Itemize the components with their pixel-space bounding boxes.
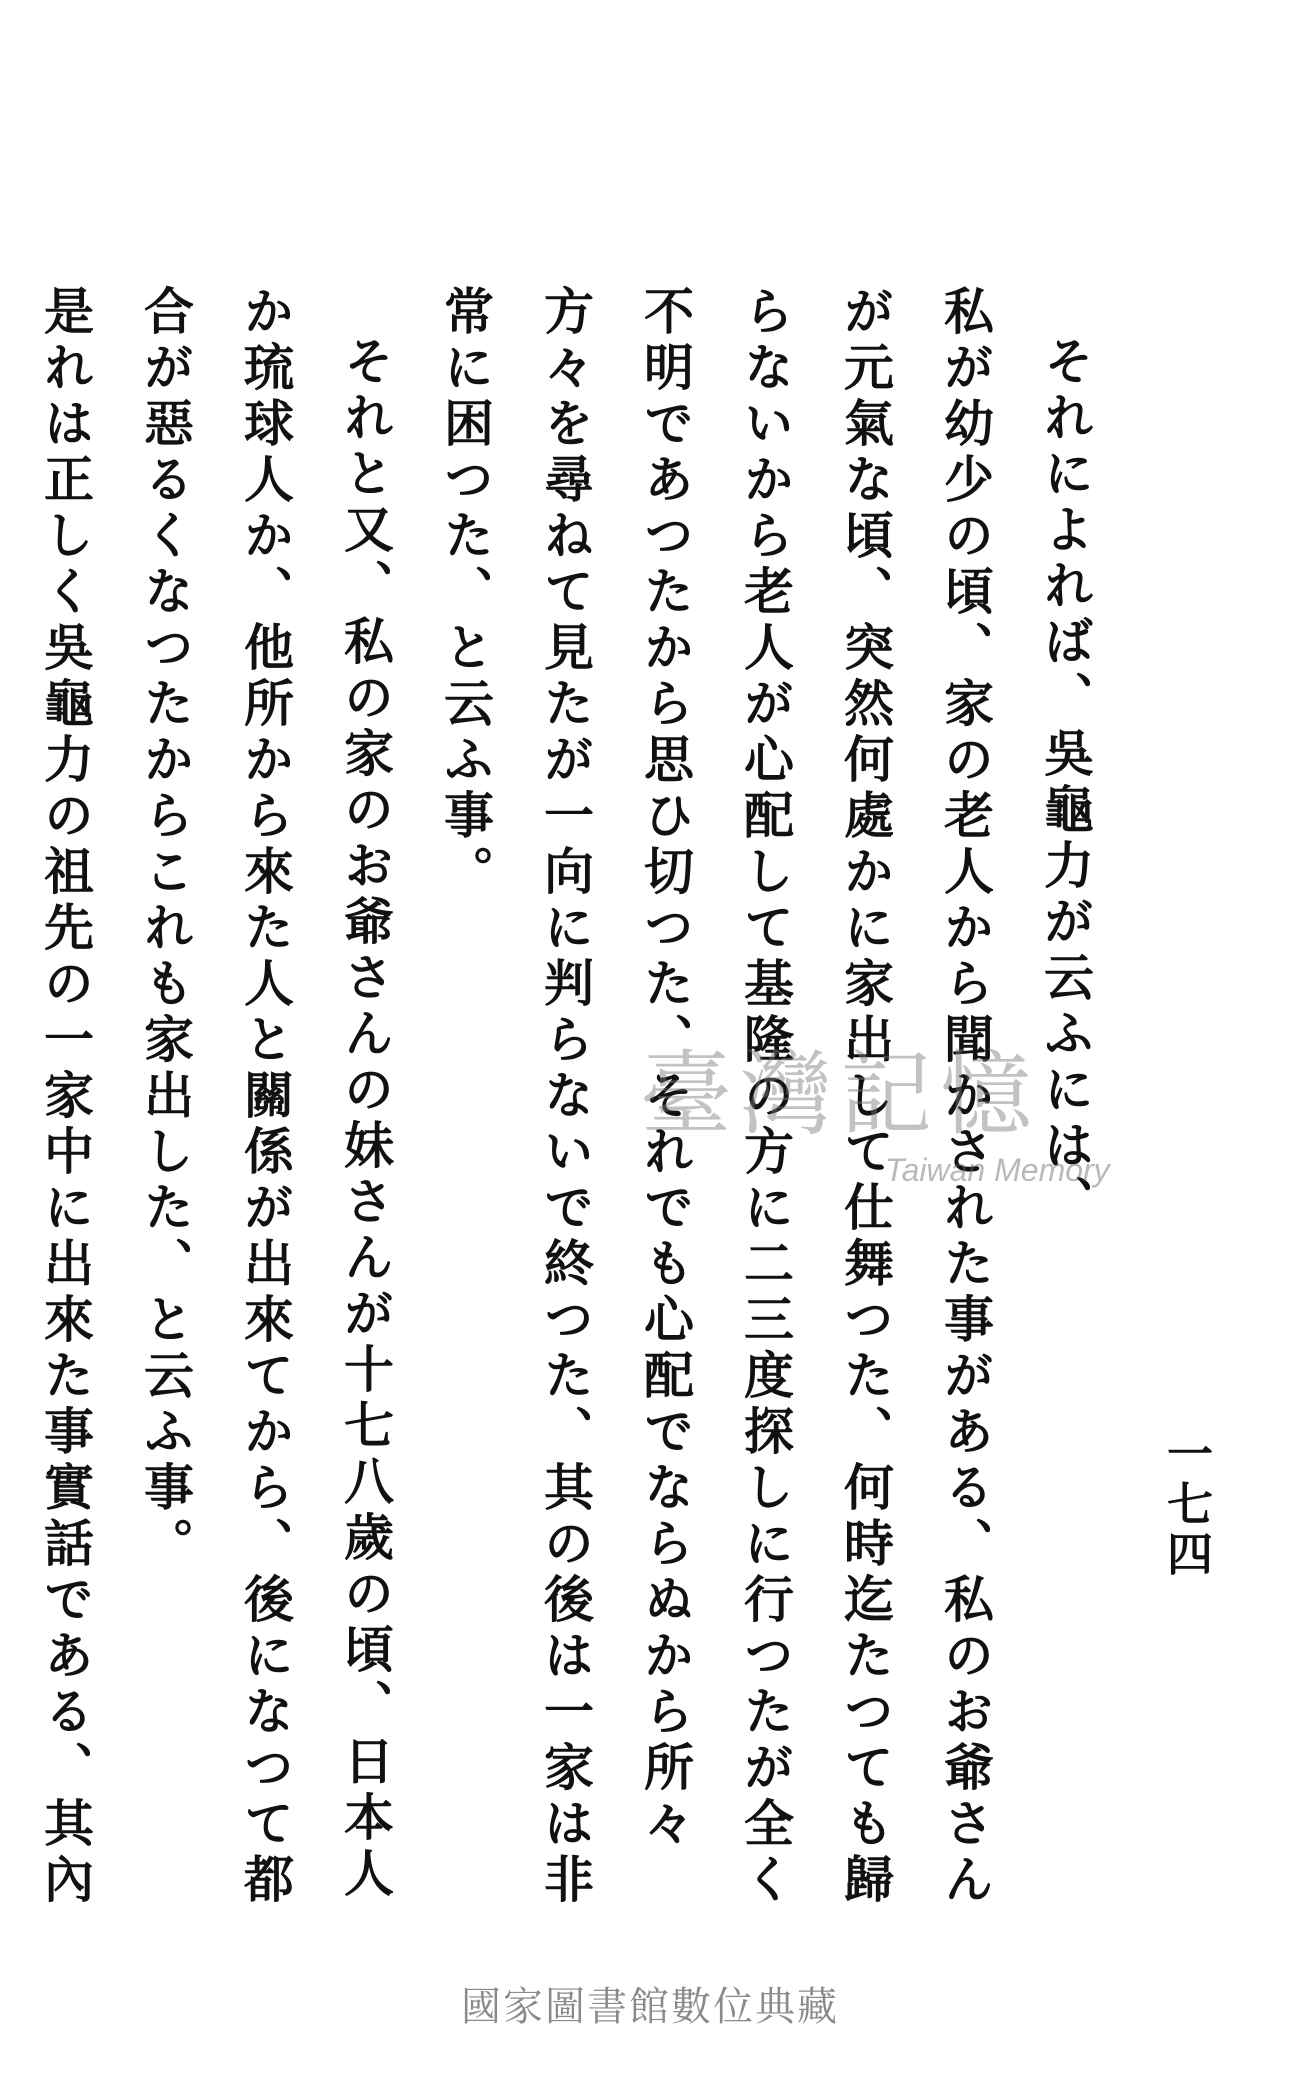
paragraph-3: それと又、私の家のお爺さんの妹さんが十七八歲の頃、日本人か琉球人か、他所から來た人と關係が出來てから、後になつて都合が惡るくなつたからこれも家出した、と云ふ事。 [136,285,395,1909]
paragraph-4: 是れは正しく吳龜力の祖先の一家中に出來た事實話である、其內 [36,285,95,1909]
watermark-chinese: 臺灣記憶 [640,1041,1041,1148]
body-text [0,285,1115,1955]
paragraph-1: それによれば、吳龜力が云ふには、 [1036,335,1095,1231]
footer-credit: 國家圖書館數位典藏 [461,1984,839,2030]
page-number: 一七四 [1160,1430,1214,1580]
watermark-english: Taiwan Memory [885,1152,1110,1188]
paragraph-2: 私が幼少の頃、家の老人から聞かされた事がある、私のお爺さんが元氣な頃、突然何處かに家出して仕舞つた、何時迄たつても歸らないから老人が心配して基隆の方に二三度探しに行つたが全く不明であつたから思ひ切つた、それでも心配でならぬから所々方々を尋ねて見たが一向に判らないで終つた、其の後は一家は非常に困つた、と云ふ事。 [436,285,995,1909]
